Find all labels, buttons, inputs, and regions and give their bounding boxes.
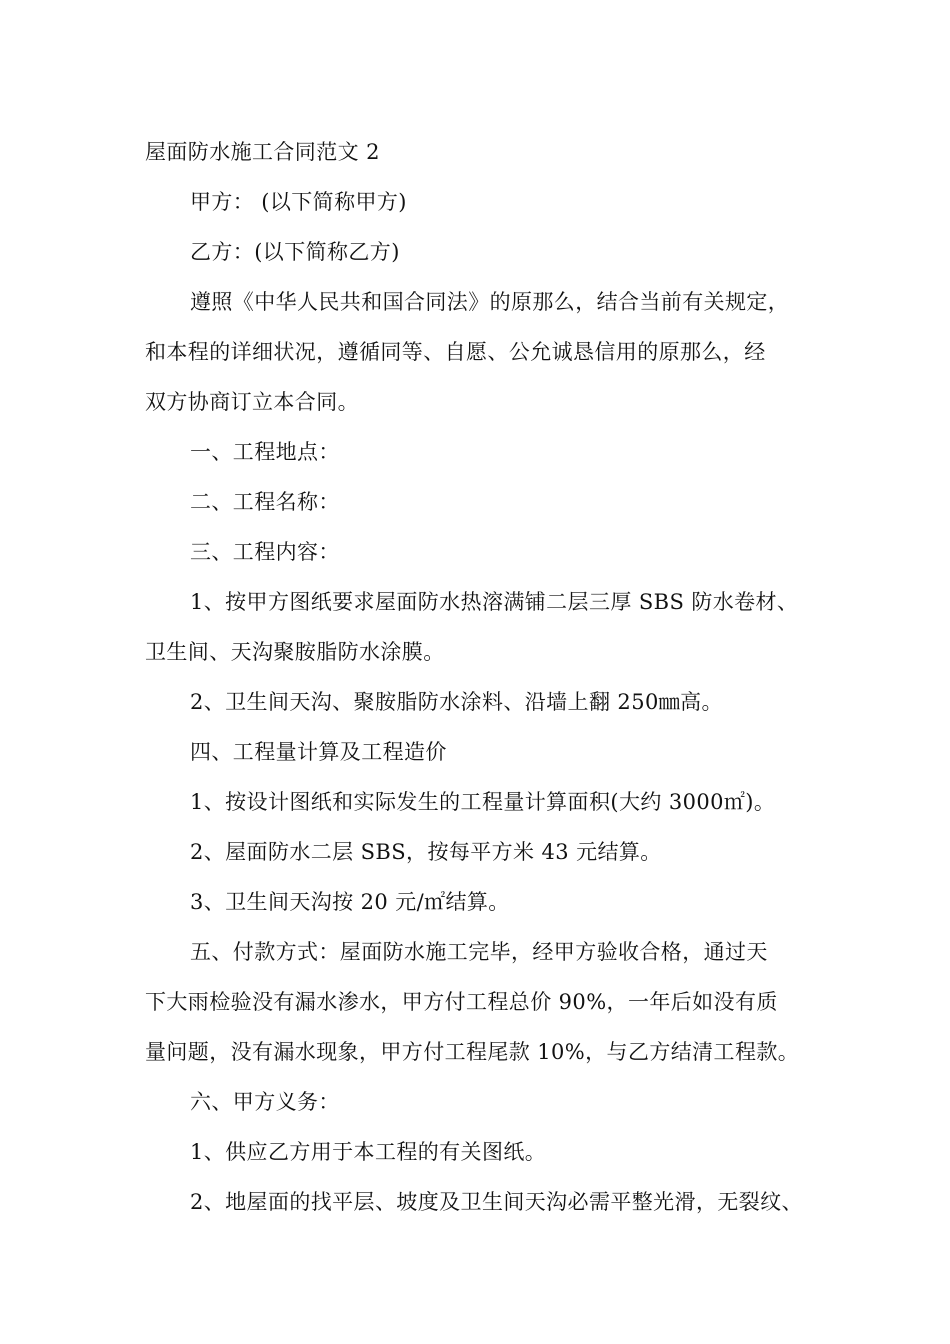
section-5-line-1: 五、付款方式：屋面防水施工完毕，经甲方验收合格，通过天 <box>190 940 768 964</box>
section-5-line-3: 量问题，没有漏水现象，甲方付工程尾款 10%，与乙方结清工程款。 <box>145 1040 800 1064</box>
section-3-item-1-line-1: 1、按甲方图纸要求屋面防水热溶满铺二层三厚 SBS 防水卷材、 <box>190 590 799 614</box>
section-6-item-2: 2、地屋面的找平层、坡度及卫生间天沟必需平整光滑，无裂纹、 <box>190 1190 803 1214</box>
party-a-line: 甲方： (以下简称甲方) <box>190 190 407 214</box>
section-6-item-1: 1、供应乙方用于本工程的有关图纸。 <box>190 1140 547 1164</box>
section-3-item-1-line-2: 卫生间、天沟聚胺脂防水涂膜。 <box>145 640 445 664</box>
preamble-line-1: 遵照《中华人民共和国合同法》的原那么，结合当前有关规定， <box>190 290 790 314</box>
section-3-heading: 三、工程内容： <box>190 540 340 564</box>
party-b-line: 乙方：(以下简称乙方) <box>190 240 400 264</box>
section-5-line-2: 下大雨检验没有漏水渗水，甲方付工程总价 90%，一年后如没有质 <box>145 990 778 1014</box>
section-4-item-3: 3、卫生间天沟按 20 元/㎡结算。 <box>190 890 510 914</box>
section-3-item-2: 2、卫生间天沟、聚胺脂防水涂料、沿墙上翻 250㎜高。 <box>190 690 723 714</box>
section-4-item-1: 1、按设计图纸和实际发生的工程量计算面积(大约 3000㎡)。 <box>190 790 776 814</box>
section-2-heading: 二、工程名称： <box>190 490 340 514</box>
preamble-line-2: 和本程的详细状况，遵循同等、自愿、公允诚恳信用的原那么，经 <box>145 340 766 364</box>
section-6-heading: 六、甲方义务： <box>190 1090 340 1114</box>
section-1-heading: 一、工程地点： <box>190 440 340 464</box>
section-4-heading: 四、工程量计算及工程造价 <box>190 740 447 764</box>
preamble-line-3: 双方协商订立本合同。 <box>145 390 359 414</box>
section-4-item-2: 2、屋面防水二层 SBS，按每平方米 43 元结算。 <box>190 840 662 864</box>
document-title: 屋面防水施工合同范文 2 <box>145 140 380 164</box>
